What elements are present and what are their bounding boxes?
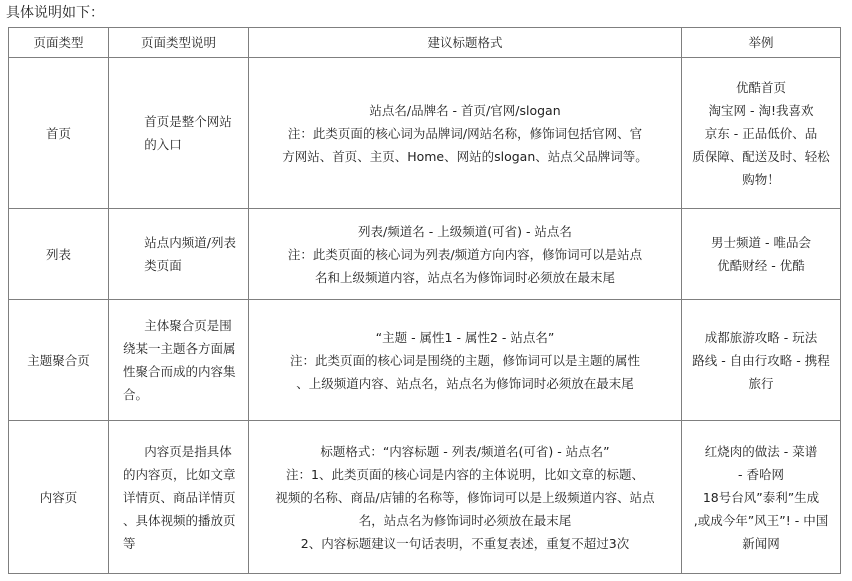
format-line: 注：1、此类页面的核心词是内容的主体说明，比如文章的标题、 [286,466,644,482]
format-line: 站点名/品牌名 - 首页/官网/slogan [369,102,561,118]
format-line: 注：此类页面的核心词是围绕的主题，修饰词可以是主题的属性 [289,352,640,368]
header-title-format: 建议标题格式 [249,28,682,58]
format-line: 标题格式：“内容标题 - 列表/频道名(可省) - 站点名” [320,443,610,459]
cell-page-type: 列表 [9,209,109,300]
cell-title-format [249,300,682,421]
desc-line: 首页是整个网站 [144,114,232,129]
cell-example [682,209,841,300]
format-line: 注：此类页面的核心词为列表/频道方向内容，修饰词可以是站点 [287,246,643,262]
cell-title-format [249,58,682,209]
example-line: 优酷首页 [735,79,786,95]
format-line: 方网站、首页、主页、Home、网站的slogan、站点父品牌词等。 [282,148,648,164]
example-line: 红烧肉的做法 - 菜谱 [704,443,818,459]
example-line: 成都旅游攻略 - 玩法 [704,329,818,345]
format-line: 2、内容标题建议一句话表明，不重复表述，重复不超过3次 [300,535,630,551]
cell-title-format [249,209,682,300]
cell-example [682,421,841,574]
desc-line: 详情页、商品详情页 [123,489,236,505]
table-row [9,58,841,209]
desc-line: 性聚合而成的内容集 [123,364,236,379]
example-line: 优酷财经 - 优酷 [717,258,805,273]
page-type-table [8,27,841,574]
cell-page-desc [109,300,249,421]
desc-line: 等 [123,535,136,551]
example-line: 淘宝网 - 淘!我喜欢 [708,102,814,118]
cell-title-format [249,421,682,574]
table-row [9,421,841,574]
cell-page-desc [109,58,249,209]
format-line: “主题 - 属性1 - 属性2 - 站点名” [375,329,555,345]
cell-page-desc [109,209,249,300]
format-line: 视频的名称、商品/店铺的名称等，修饰词可以是上级频道内容、站点 [275,489,655,505]
desc-line: 合。 [123,387,149,402]
header-page-desc: 页面类型说明 [109,28,249,58]
example-line: 18号台风”泰利”生成 [702,489,820,505]
desc-line: 内容页是指具体 [144,443,232,459]
cell-page-type: 内容页 [9,421,109,574]
format-line: 注：此类页面的核心词为品牌词/网站名称，修饰词包括官网、官 [287,125,643,141]
cell-page-type: 主题聚合页 [9,300,109,421]
intro-text: 具体说明如下： [6,5,104,21]
header-page-type: 页面类型 [9,28,109,58]
table-row [9,300,841,421]
cell-example [682,300,841,421]
example-line: 男士频道 - 唯品会 [711,235,811,250]
table-row [9,209,841,300]
desc-line: 、具体视频的播放页 [123,512,236,528]
header-example: 举例 [682,28,841,58]
example-line: 路线 - 自由行攻略 - 携程 [692,352,830,368]
cell-page-desc [109,421,249,574]
cell-example [682,58,841,209]
cell-page-type: 首页 [9,58,109,209]
desc-line: 的入口 [144,137,182,152]
example-line: ,或成今年”风王”! - 中国 [693,512,829,528]
desc-line: 主体聚合页是围 [144,318,232,333]
header-row [9,28,841,58]
example-line: 购物！ [742,171,780,187]
desc-line: 站点内频道/列表 [144,235,236,250]
example-line: - 香哈网 [738,466,784,482]
desc-line: 绕某一主题各方面属 [123,341,236,356]
example-line: 旅行 [748,375,774,391]
desc-line: 类页面 [144,258,182,273]
example-line: 京东 - 正品低价、品 [704,125,818,141]
format-line: 名，站点名为修饰词时必须放在最末尾 [358,512,572,528]
desc-line: 的内容页，比如文章 [123,466,236,482]
example-line: 质保障、配送及时、轻松 [692,148,830,164]
format-line: 列表/频道名 - 上级频道(可省) - 站点名 [358,223,572,239]
example-line: 新闻网 [742,535,780,551]
format-line: 名和上级频道内容，站点名为修饰词时必须放在最末尾 [314,269,615,285]
format-line: 、上级频道内容、站点名，站点名为修饰词时必须放在最末尾 [296,375,634,391]
